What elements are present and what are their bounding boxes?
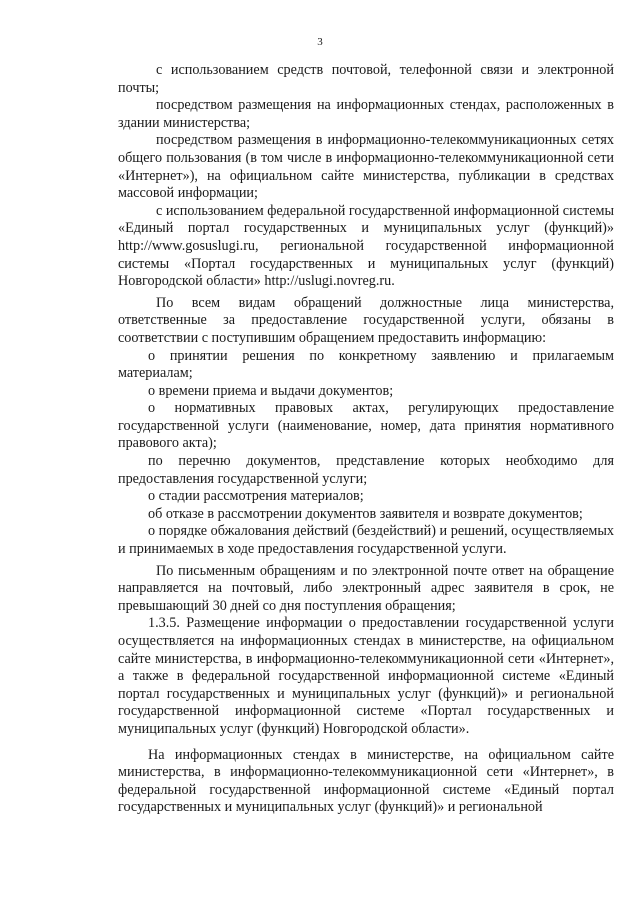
paragraph-info-stands-site: На информационных стендах в министерстве, на официальном сайте министерства, в информационно-телекоммуникационной сети «Интернет», в федеральной государственной информационной системе «Единый портал государственных и муниципальных услуг (функций)» и региональной: [118, 746, 614, 816]
list-item-decision: о принятии решения по конкретному заявлению и прилагаемым материалам;: [118, 347, 614, 382]
paragraph-section-1-3-5: 1.3.5. Размещение информации о предоставлении государственной услуги осуществляется на информационных стендах в министерстве, на официальном сайте министерства, в информационно-телекоммуникационной сети «Интернет», а также в федеральной государственной информационной системе «Единый портал государственных и муниципальных услуг (функций)» и региональной государственной информационной системе «Портал государственных и муниципальных услуг (функций) Новгородской области».: [118, 615, 614, 737]
paragraph-postal-phone-email: с использованием средств почтовой, телефонной связи и электронной почты;: [118, 62, 614, 96]
paragraph-federal-portal: с использованием федеральной государственной информационной системы «Единый портал государственных и муниципальных услуг (функций)» http://www.gosuslugi.ru, региональной государственной информационной системы «Портал государственных и муниципальных услуг (функций) Новгородской области» http://uslugi.novreg.ru.: [118, 202, 615, 290]
list-item-refusal: об отказе в рассмотрении документов заявителя и возврате документов;: [148, 505, 583, 522]
page-number: 3: [317, 36, 323, 48]
paragraph-info-stands: посредством размещения на информационных стендах, расположенных в здании министерства;: [118, 97, 614, 131]
paragraph-written-requests: По письменным обращениям и по электронной почте ответ на обращение направляется на почтовый, либо электронный адрес заявителя в срок, не превышающий 30 дней со дня поступления обращения;: [118, 562, 614, 614]
list-item-reception-time: о времени приема и выдачи документов;: [148, 382, 394, 399]
list-item-legal-acts: о нормативных правовых актах, регулирующих предоставление государственной услуги (наименование, номер, дата принятия нормативного правового акта);: [118, 400, 614, 452]
list-item-appeal-procedure: о порядке обжалования действий (бездействий) и решений, осуществляемых и принимаемых в ходе предоставления государственной услуги.: [118, 523, 614, 558]
list-item-review-stage: о стадии рассмотрения материалов;: [148, 488, 364, 505]
paragraph-telecom-networks: посредством размещения в информационно-телекоммуникационных сетях общего пользования (в том числе в информационно-телекоммуникационной сети «Интернет»), на официальном сайте министерства, публикации в средствах массовой информации;: [118, 132, 614, 202]
list-item-document-list: по перечню документов, представление которых необходимо для предоставления государственной услуги;: [118, 453, 614, 487]
paragraph-officials-obliged: По всем видам обращений должностные лица министерства, ответственные за предоставление государственной услуги, обязаны в соответствии с поступившим обращением предоставить информацию:: [118, 294, 614, 346]
document-body: [118, 62, 614, 817]
